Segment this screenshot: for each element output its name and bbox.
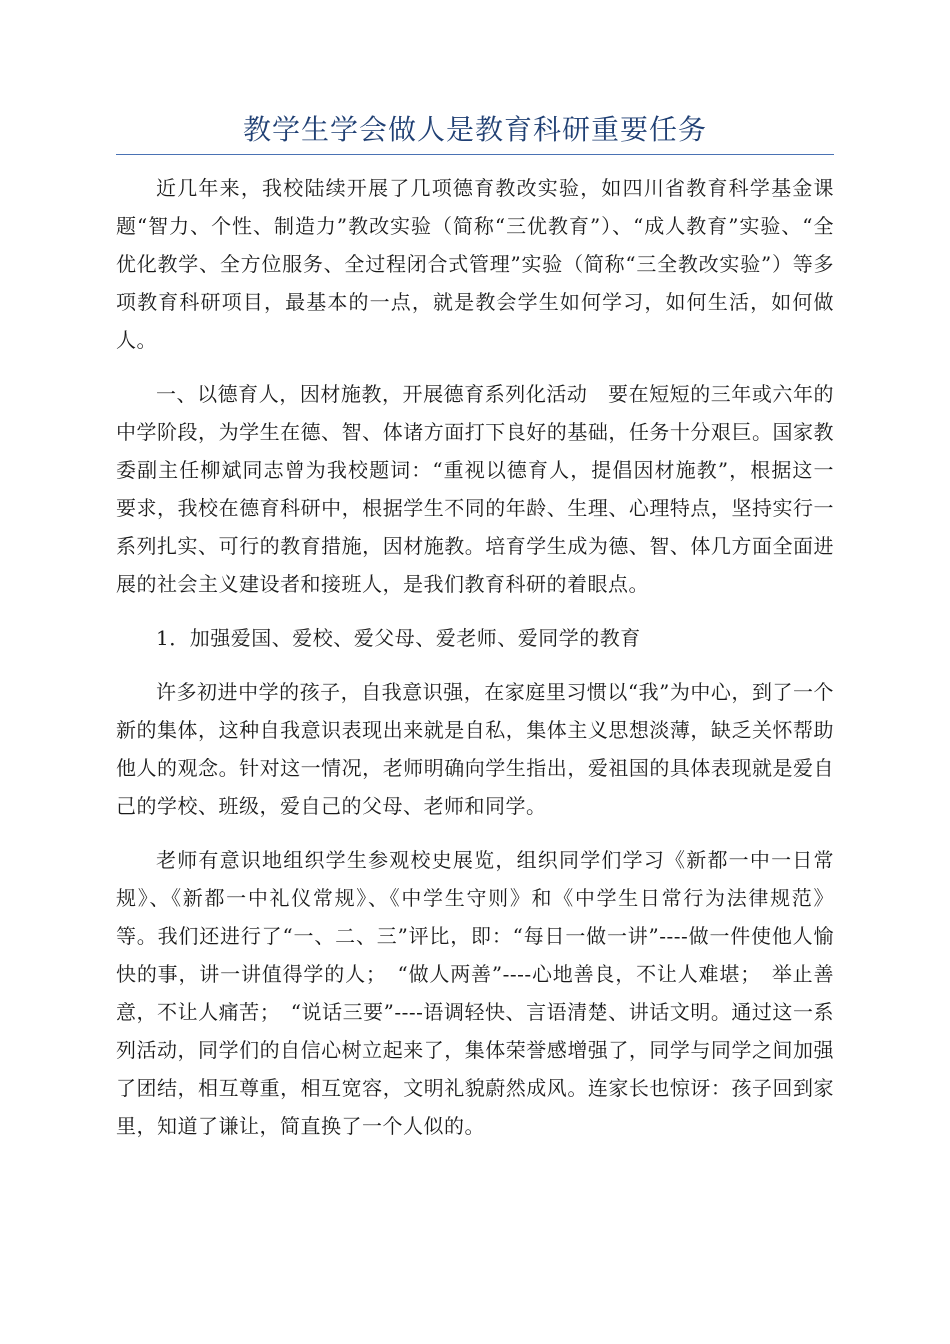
paragraph-intro: 近几年来，我校陆续开展了几项德育教改实验，如四川省教育科学基金课题“智力、个性、制造力”教改实验（简称“三优教育”）、“成人教育”实验、“全优化教学、全方位服务、全过程闭合式管理”实验（简称“三全教改实验”）等多项教育科研项目，最基本的一点，就是教会学生如何学习，如何生活，如何做人。 bbox=[116, 176, 834, 352]
title-underline bbox=[116, 154, 834, 155]
paragraph-activities: 老师有意识地组织学生参观校史展览，组织同学们学习《新都一中一日常规》、《新都一中礼仪常规》、《中学生守则》和《中学生日常行为法律规范》等。我们还进行了“一、二、三”评比，即：“每日一做一讲”----做一件使他人愉快的事，讲一讲值得学的人； “做人两善”----心地善良，不让人难堪； 举止善意，不让人痛苦； “说话三要”----语调轻快、言语清楚、讲话文明。通过这一系列活动，同学们的自信心树立起来了，集体荣誉感增强了，同学与同学之间加强了团结，相互尊重，相互宽容，文明礼貌蔚然成风。连家长也惊讶：孩子回到家里，知道了谦让，简直换了一个人似的。 bbox=[116, 848, 834, 1138]
subheading-patriotism: 1．加强爱国、爱校、爱父母、爱老师、爱同学的教育 bbox=[156, 626, 641, 650]
document-title: 教学生学会做人是教育科研重要任务 bbox=[242, 113, 707, 146]
paragraph-self-awareness: 许多初进中学的孩子，自我意识强，在家庭里习惯以“我”为中心，到了一个新的集体，这种自我意识表现出来就是自私，集体主义思想淡薄，缺乏关怀帮助他人的观念。针对这一情况，老师明确向学生指出，爱祖国的具体表现就是爱自己的学校、班级，爱自己的父母、老师和同学。 bbox=[116, 680, 834, 818]
document-page bbox=[116, 108, 834, 1145]
paragraph-section-one: 一、以德育人，因材施教，开展德育系列化活动 要在短短的三年或六年的中学阶段，为学生在德、智、体诸方面打下良好的基础，任务十分艰巨。国家教委副主任柳斌同志曾为我校题词：“重视以德育人，提倡因材施教”，根据这一要求，我校在德育科研中，根据学生不同的年龄、生理、心理特点，坚持实行一系列扎实、可行的教育措施，因材施教。培育学生成为德、智、体几方面全面进展的社会主义建设者和接班人，是我们教育科研的着眼点。 bbox=[116, 382, 834, 596]
